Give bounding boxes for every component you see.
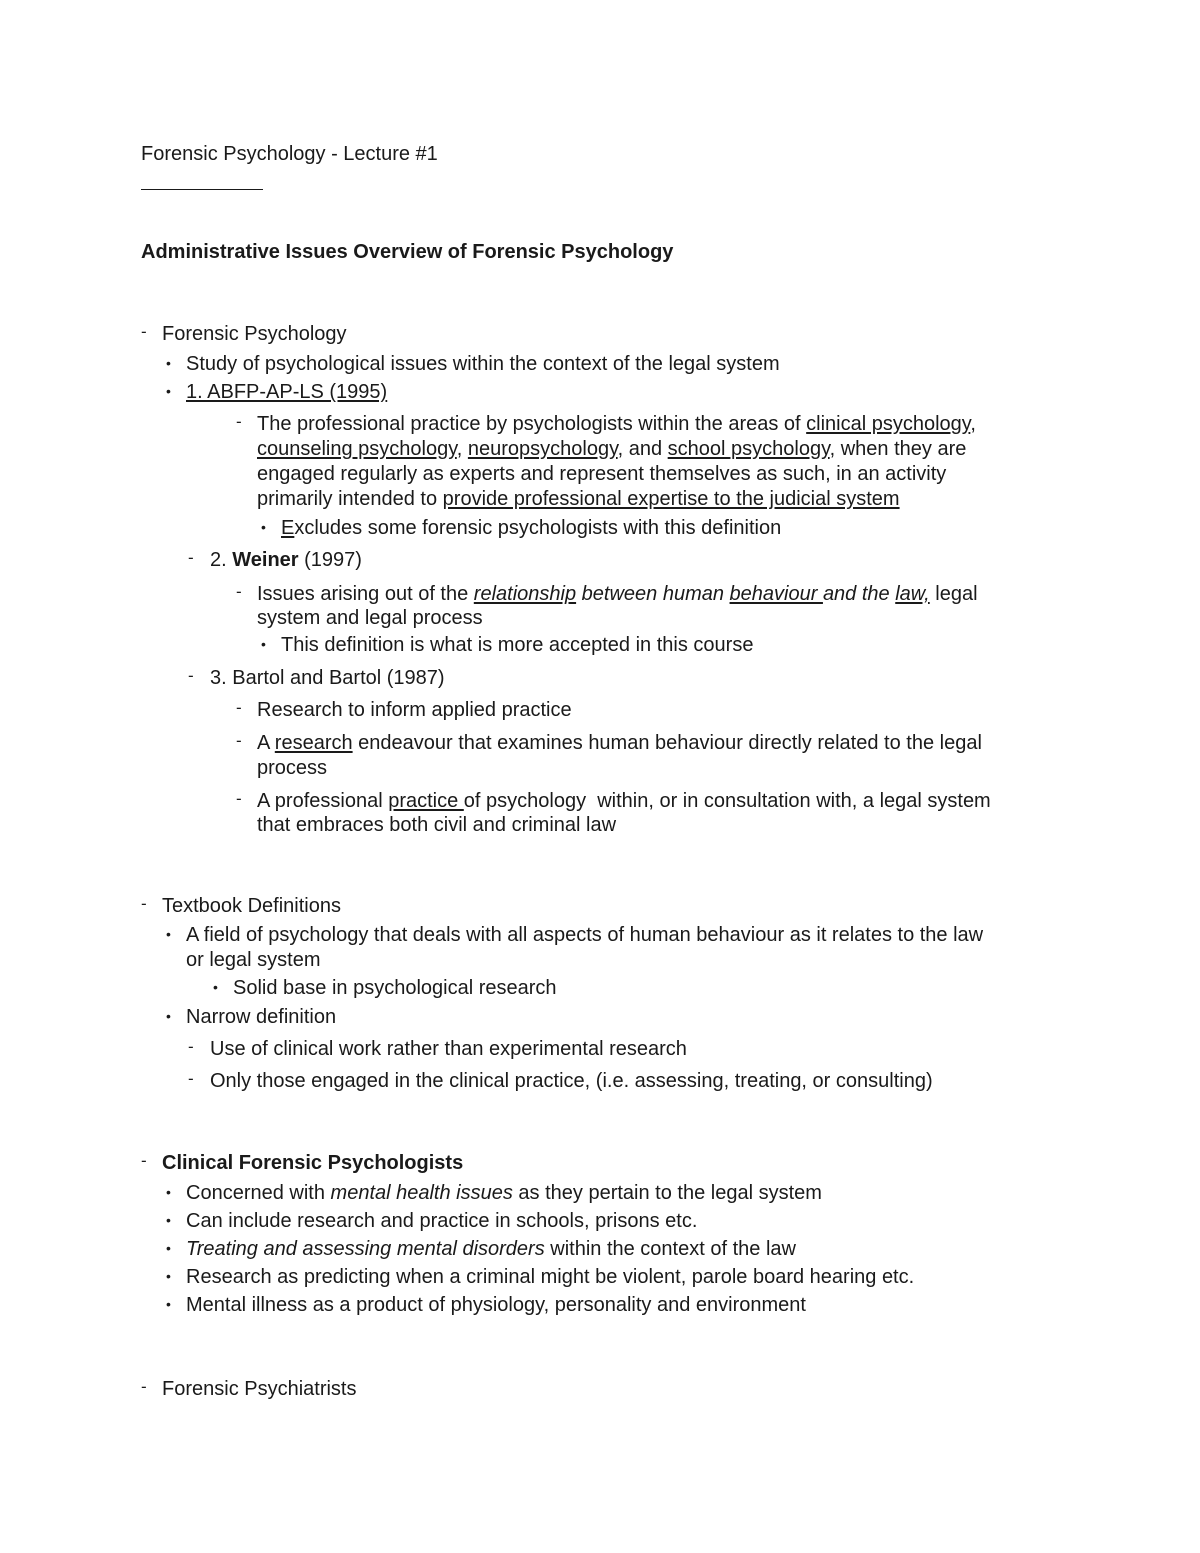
underlined-term: relationship bbox=[473, 583, 577, 605]
bullet-marker bbox=[261, 633, 266, 658]
narrow-definition-label: Narrow definition bbox=[186, 1006, 337, 1028]
definition-3-item-1: Research to inform applied practice bbox=[257, 699, 572, 721]
italic-phrase: mental health issues bbox=[330, 1182, 513, 1204]
dash-marker bbox=[236, 789, 242, 814]
underlined-term: clinical psychology bbox=[806, 413, 971, 435]
dash-marker bbox=[141, 1151, 147, 1176]
dash-marker bbox=[188, 1037, 194, 1062]
section-label-clinical-forensic-psychologists: Clinical Forensic Psychologists bbox=[162, 1152, 464, 1174]
bullet-marker bbox=[166, 1237, 171, 1262]
definition-3-item-2-line-2: process bbox=[257, 757, 328, 779]
text-run: Concerned with bbox=[186, 1182, 331, 1204]
dash-marker bbox=[236, 582, 242, 607]
clinical-item-4: Research as predicting when a criminal might be violent, parole board hearing etc. bbox=[186, 1266, 915, 1288]
bullet-marker bbox=[166, 380, 171, 405]
bullet-marker bbox=[261, 516, 266, 541]
title-underline-rule bbox=[141, 189, 263, 190]
text-run: 2. bbox=[210, 549, 233, 571]
bold-name: Weiner bbox=[232, 549, 299, 571]
definition-1-label-text: 1. ABFP-AP-LS (1995) bbox=[186, 381, 388, 403]
text-run: , and bbox=[617, 438, 668, 460]
text-run: Issues arising out of the bbox=[257, 583, 474, 605]
bullet-marker bbox=[166, 352, 171, 377]
text-run: endeavour that examines human behaviour directly related to the legal bbox=[352, 732, 982, 754]
text-run: A professional bbox=[257, 790, 389, 812]
textbook-sub-item: Solid base in psychological research bbox=[233, 977, 557, 999]
definition-3-item-3-line-1 bbox=[257, 789, 991, 813]
section-label-forensic-psychiatrists: Forensic Psychiatrists bbox=[162, 1378, 357, 1400]
text-run: (1997) bbox=[298, 549, 362, 571]
underlined-term: neuropsychology bbox=[467, 438, 618, 460]
text-run: primarily intended to bbox=[257, 488, 443, 510]
underlined-letter: E bbox=[281, 517, 295, 539]
section-label-textbook-definitions: Textbook Definitions bbox=[162, 895, 341, 917]
bullet-marker bbox=[166, 1209, 171, 1234]
dash-marker bbox=[188, 666, 194, 691]
bullet-marker bbox=[213, 976, 218, 1001]
definition-1-line-1 bbox=[257, 412, 976, 436]
text-run: The professional practice by psychologists within the areas of bbox=[257, 413, 807, 435]
bullet-marker bbox=[166, 1293, 171, 1318]
italic-phrase: Treating and assessing mental disorders bbox=[186, 1238, 545, 1260]
text-run: , bbox=[970, 413, 976, 435]
dash-marker bbox=[236, 698, 242, 723]
definition-3-label: 3. Bartol and Bartol (1987) bbox=[210, 667, 445, 689]
underlined-term: school psychology bbox=[667, 438, 830, 460]
underlined-term: research bbox=[274, 732, 353, 754]
textbook-item-1-line-1: A field of psychology that deals with all aspects of human behaviour as it relates to the law bbox=[186, 924, 984, 946]
clinical-item-2: Can include research and practice in schools, prisons etc. bbox=[186, 1210, 698, 1232]
underlined-term: counseling psychology bbox=[257, 438, 457, 460]
definition-1-line-2 bbox=[257, 437, 966, 461]
definition-3-item-3-line-2: that embraces both civil and criminal law bbox=[257, 814, 617, 836]
text-run: , bbox=[456, 438, 468, 460]
text-run: of psychology within, or in consultation with, a legal system bbox=[463, 790, 991, 812]
list-item: Study of psychological issues within the context of the legal system bbox=[186, 353, 780, 375]
dash-marker bbox=[236, 412, 242, 437]
definition-1-note bbox=[281, 516, 781, 540]
text-run: as they pertain to the legal system bbox=[512, 1182, 822, 1204]
underlined-term: practice bbox=[388, 790, 464, 812]
dash-marker bbox=[141, 894, 147, 919]
bullet-marker bbox=[166, 1005, 171, 1030]
bullet-marker bbox=[166, 1181, 171, 1206]
dash-marker bbox=[236, 731, 242, 756]
clinical-item-5: Mental illness as a product of physiology, personality and environment bbox=[186, 1294, 806, 1316]
underlined-term: provide professional expertise to the judicial system bbox=[442, 488, 900, 510]
definition-2-line-1 bbox=[257, 582, 978, 606]
definition-2-line-2: system and legal process bbox=[257, 607, 483, 629]
definition-1-line-4 bbox=[257, 487, 900, 511]
dash-marker bbox=[188, 1069, 194, 1094]
text-run: between human bbox=[576, 583, 730, 605]
narrow-definition-item-1: Use of clinical work rather than experimental research bbox=[210, 1038, 687, 1060]
definition-2-note: This definition is what is more accepted in this course bbox=[281, 634, 754, 656]
definition-1-label bbox=[186, 380, 387, 404]
clinical-item-1 bbox=[186, 1181, 822, 1205]
definition-1-line-3: engaged regularly as experts and represent themselves as such, in an activity bbox=[257, 463, 947, 485]
text-run: , when they are bbox=[829, 438, 967, 460]
textbook-item-1-line-2: or legal system bbox=[186, 949, 321, 971]
narrow-definition-item-2: Only those engaged in the clinical practice, (i.e. assessing, treating, or consulting) bbox=[210, 1070, 933, 1092]
dash-marker bbox=[141, 1377, 147, 1402]
text-run: and the bbox=[822, 583, 896, 605]
definition-2-label bbox=[210, 548, 362, 572]
document-title: Forensic Psychology - Lecture #1 bbox=[141, 143, 438, 165]
clinical-item-3 bbox=[186, 1237, 796, 1261]
italic-phrase bbox=[474, 583, 930, 605]
bullet-marker bbox=[166, 923, 171, 948]
bullet-marker bbox=[166, 1265, 171, 1290]
text-run: xcludes some forensic psychologists with this definition bbox=[294, 517, 782, 539]
section-label-forensic-psychology: Forensic Psychology bbox=[162, 323, 347, 345]
underlined-term: behaviour bbox=[729, 583, 823, 605]
text-run: A bbox=[257, 732, 275, 754]
dash-marker bbox=[141, 322, 147, 347]
underlined-term: law, bbox=[895, 583, 930, 605]
definition-3-item-2-line-1 bbox=[257, 731, 982, 755]
dash-marker bbox=[188, 548, 194, 573]
text-run: legal bbox=[929, 583, 978, 605]
document-heading: Administrative Issues Overview of Forensic Psychology bbox=[141, 241, 674, 263]
text-run: within the context of the law bbox=[544, 1238, 796, 1260]
